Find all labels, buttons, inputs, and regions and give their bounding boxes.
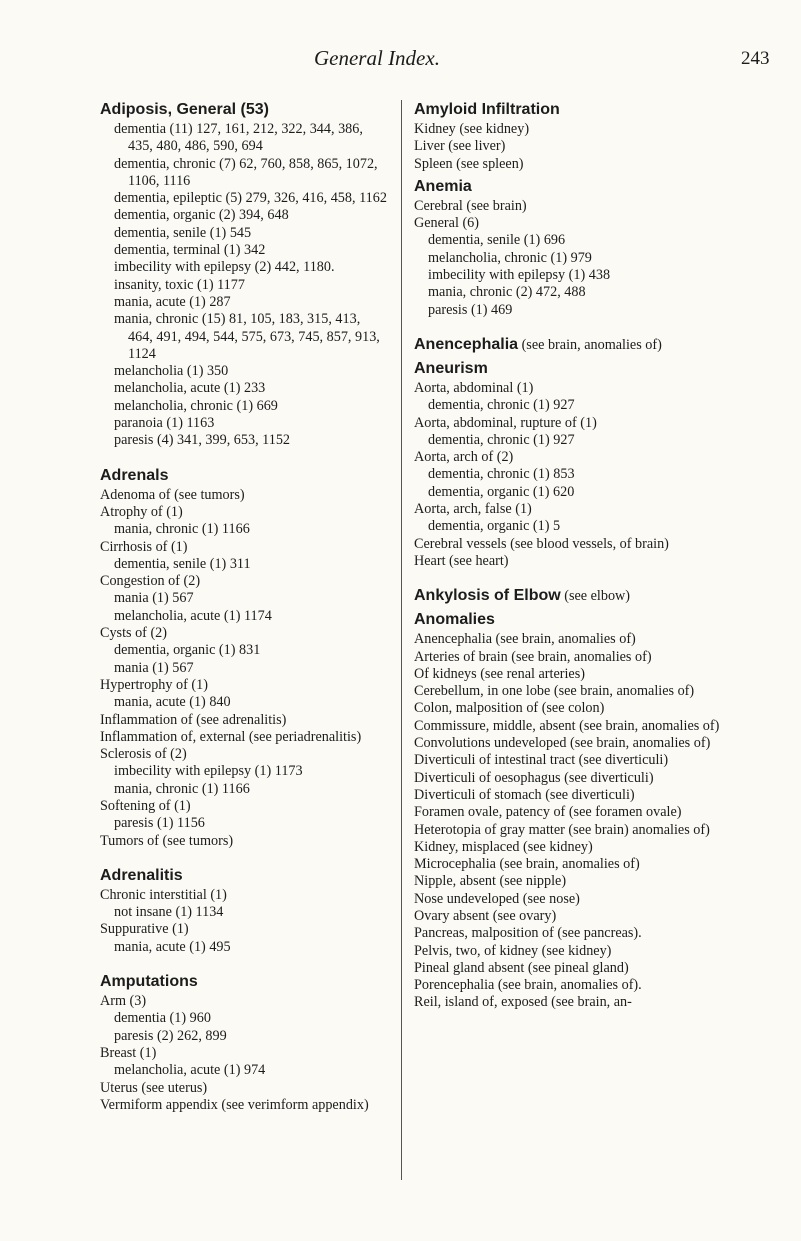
index-entry: Colon, malposition of (see colon) (414, 700, 605, 717)
index-entry: Cirrhosis of (1) (100, 538, 188, 555)
index-entry: Diverticuli of intestinal tract (see diverticuli) (414, 752, 669, 769)
index-subentry: dementia, chronic (1) 927 (428, 397, 575, 414)
index-subentry: mania, chronic (15) 81, 105, 183, 315, 413, 464, 491, 494, 544, 575, 673, 745, 857, 913, 1124 (114, 311, 380, 362)
index-section (414, 359, 721, 570)
index-section (414, 100, 721, 173)
index-subentry: paresis (4) 341, 399, 653, 1152 (114, 432, 291, 449)
index-entry: Commissure, middle, absent (see brain, anomalies of) (414, 717, 720, 734)
index-subentry: melancholia (1) 350 (114, 363, 229, 380)
index-entry: Tumors of (see tumors) (100, 832, 234, 849)
index-entry: Uterus (see uterus) (100, 1079, 208, 1096)
index-entry: Cerebellum, in one lobe (see brain, anomalies of) (414, 683, 695, 700)
index-section (100, 972, 388, 1114)
index-subentry: dementia, organic (1) 5 (428, 518, 561, 535)
index-entry: Pineal gland absent (see pineal gland) (414, 959, 629, 976)
index-entry: Softening of (1) (100, 797, 191, 814)
index-subentry: dementia, organic (2) 394, 648 (114, 207, 289, 224)
index-subentry: melancholia, acute (1) 974 (114, 1062, 266, 1079)
page-header (0, 46, 801, 76)
index-entry: Chronic interstitial (1) (100, 886, 227, 903)
index-subentry: dementia (1) 960 (114, 1010, 211, 1027)
index-entry: Pelvis, two, of kidney (see kidney) (414, 942, 612, 959)
index-entry: Kidney (see kidney) (414, 121, 530, 137)
section-heading (414, 586, 721, 606)
index-subentry: mania, acute (1) 840 (114, 694, 231, 711)
section-heading: Amputations (100, 973, 198, 991)
index-entry: Vermiform appendix (see verimform appendix) (100, 1096, 369, 1113)
index-entry: Heart (see heart) (414, 552, 509, 569)
index-entry: Reil, island of, exposed (see brain, an- (414, 994, 632, 1011)
index-subentry: paranoia (1) 1163 (114, 415, 215, 432)
index-entry: Porencephalia (see brain, anomalies of). (414, 977, 642, 994)
index-entry: Arm (3) (100, 993, 147, 1010)
index-entry: Liver (see liver) (414, 138, 506, 155)
index-section (100, 866, 388, 956)
index-subentry: paresis (1) 469 (428, 301, 513, 318)
index-subentry: paresis (2) 262, 899 (114, 1027, 227, 1044)
index-section (414, 610, 721, 1012)
index-subentry: mania, chronic (1) 1166 (114, 780, 250, 797)
index-entry: Sclerosis of (2) (100, 746, 187, 763)
index-entry: Atrophy of (1) (100, 503, 183, 520)
section-heading (414, 335, 721, 355)
section-heading: Aneurism (414, 359, 488, 377)
index-subentry: dementia, chronic (7) 62, 760, 858, 865, 1072, 1106, 1116 (114, 155, 378, 189)
index-section (100, 466, 388, 850)
section-heading-text: Anencephalia (414, 335, 519, 353)
index-section (414, 177, 721, 319)
index-entry: Inflammation of, external (see periadrenalitis) (100, 728, 362, 745)
column-divider (401, 100, 402, 1180)
index-subentry: mania, acute (1) 287 (114, 293, 231, 310)
section-heading-note: (see elbow) (560, 588, 631, 605)
index-subentry: insanity, toxic (1) 1177 (114, 276, 245, 293)
index-entry: Diverticuli of stomach (see diverticuli) (414, 786, 635, 803)
running-title: General Index. (314, 46, 440, 70)
index-subentry: melancholia, chronic (1) 979 (428, 249, 592, 266)
index-entry: Nose undeveloped (see nose) (414, 890, 580, 907)
index-subentry: dementia, terminal (1) 342 (114, 242, 266, 259)
index-subentry: melancholia, acute (1) 1174 (114, 607, 272, 624)
section-heading-text: Ankylosis of Elbow (414, 587, 561, 605)
index-subentry: imbecility with epilepsy (2) 442, 1180. (114, 259, 335, 276)
section-heading: Adrenals (100, 466, 169, 484)
section-heading-note: (see brain, anomalies of) (518, 336, 662, 353)
index-section (414, 335, 721, 355)
index-entry: Heterotopia of gray matter (see brain) anomalies of) (414, 821, 710, 838)
section-heading: Adiposis, General (53) (100, 101, 269, 118)
index-subentry: dementia, senile (1) 545 (114, 224, 252, 241)
index-entry: Ovary absent (see ovary) (414, 907, 557, 924)
index-subentry: dementia, senile (1) 311 (114, 555, 251, 572)
index-entry: Aorta, abdominal, rupture of (1) (414, 414, 597, 431)
index-subentry: mania (1) 567 (114, 590, 194, 607)
index-section (100, 100, 388, 450)
index-entry: Cerebral vessels (see blood vessels, of brain) (414, 535, 669, 552)
index-entry: Spleen (see spleen) (414, 155, 524, 172)
section-heading: Anemia (414, 177, 472, 195)
index-entry: Convolutions undeveloped (see brain, anomalies of) (414, 735, 711, 752)
index-subentry: imbecility with epilepsy (1) 1173 (114, 763, 303, 780)
index-subentry: melancholia, chronic (1) 669 (114, 397, 278, 414)
index-subentry: melancholia, acute (1) 233 (114, 380, 266, 397)
index-entry: Aorta, arch of (2) (414, 449, 514, 466)
index-entry: Hypertrophy of (1) (100, 676, 208, 693)
index-entry: Aorta, arch, false (1) (414, 501, 532, 518)
index-entry: Nipple, absent (see nipple) (414, 873, 567, 890)
index-subentry: dementia, organic (1) 620 (428, 483, 575, 500)
index-subentry: mania (1) 567 (114, 659, 194, 676)
right-column (414, 100, 721, 1012)
index-entry: Pancreas, malposition of (see pancreas). (414, 925, 642, 942)
index-entry: Cysts of (2) (100, 625, 167, 642)
section-heading: Anomalies (414, 611, 495, 629)
index-entry: Cerebral (see brain) (414, 197, 527, 214)
index-entry: Microcephalia (see brain, anomalies of) (414, 856, 640, 873)
index-entry: Inflammation of (see adrenalitis) (100, 711, 287, 728)
index-entry: General (6) (414, 215, 479, 232)
index-subentry: paresis (1) 1156 (114, 815, 205, 832)
index-entry: Breast (1) (100, 1044, 157, 1061)
index-subentry: not insane (1) 1134 (114, 904, 224, 921)
index-subentry: dementia, chronic (1) 927 (428, 431, 575, 448)
index-section (414, 586, 721, 606)
index-entry: Aorta, abdominal (1) (414, 379, 534, 396)
index-subentry: dementia, organic (1) 831 (114, 642, 261, 659)
index-subentry: mania, chronic (1) 1166 (114, 521, 250, 538)
index-entry: Kidney, misplaced (see kidney) (414, 838, 593, 855)
index-entry: Suppurative (1) (100, 921, 189, 938)
index-subentry: dementia (11) 127, 161, 212, 322, 344, 386, 435, 480, 486, 590, 694 (114, 121, 363, 155)
index-entry: Arteries of brain (see brain, anomalies of) (414, 648, 652, 665)
index-entry: Adenoma of (see tumors) (100, 486, 245, 503)
index-entry: Diverticuli of oesophagus (see diverticuli) (414, 769, 654, 786)
index-subentry: imbecility with epilepsy (1) 438 (428, 267, 611, 284)
section-heading: Adrenalitis (100, 866, 183, 884)
index-subentry: dementia, senile (1) 696 (428, 232, 566, 249)
index-entry: Congestion of (2) (100, 573, 201, 590)
index-subentry: dementia, chronic (1) 853 (428, 466, 575, 483)
index-subentry: mania, chronic (2) 472, 488 (428, 284, 586, 301)
index-subentry: dementia, epileptic (5) 279, 326, 416, 458, 1162 (114, 190, 387, 207)
left-column (100, 100, 388, 1114)
section-heading: Amyloid Infiltration (414, 101, 560, 118)
index-subentry: mania, acute (1) 495 (114, 938, 231, 955)
page-number: 243 (741, 48, 770, 69)
index-entry: Of kidneys (see renal arteries) (414, 665, 585, 682)
index-entry: Foramen ovale, patency of (see foramen ovale) (414, 804, 682, 821)
index-entry: Anencephalia (see brain, anomalies of) (414, 631, 636, 648)
